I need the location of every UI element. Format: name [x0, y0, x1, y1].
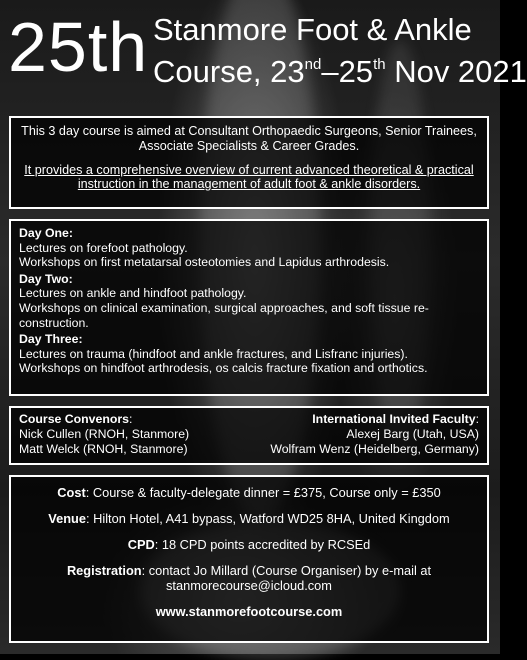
registration-line: Registration: contact Jo Millard (Course Organiser) by e-mail at — [66, 563, 432, 578]
day-one-workshops: Workshops on first metatarsal osteotomies and Lapidus arthrodesis. — [19, 255, 390, 270]
course-title: Stanmore Foot & Ankle — [153, 12, 472, 47]
convenors-heading: Course Convenors: — [19, 412, 133, 426]
day-two-workshops: Workshops on clinical examination, surgical approaches, and soft tissue re-construction. — [19, 300, 429, 330]
cpd-line: CPD: 18 CPD points accredited by RCSEd — [127, 537, 371, 552]
day-three-label: Day Three: — [19, 332, 83, 347]
website-link[interactable]: www.stanmorefootcourse.com — [155, 604, 343, 619]
course-dates: Course, 23nd–25th Nov 2021 — [153, 54, 527, 89]
info-box — [9, 475, 489, 643]
invited-faculty-name: Alexej Barg (Utah, USA) — [346, 426, 479, 441]
convenors-column — [19, 412, 189, 456]
edition-number: 25th — [8, 8, 149, 86]
day-three-workshops: Workshops on hindfoot arthrodesis, os calcis fracture fixation and orthotics. — [19, 361, 428, 376]
day-two-lectures: Lectures on ankle and hindfoot pathology. — [19, 286, 247, 301]
cost-line: Cost: Course & faculty-delegate dinner = £375, Course only = £350 — [57, 485, 441, 500]
faculty-box — [9, 406, 489, 465]
convenor-name: Matt Welck (RNOH, Stanmore) — [19, 441, 188, 456]
invited-faculty-heading: International Invited Faculty: — [312, 412, 479, 426]
invited-faculty-name: Wolfram Wenz (Heidelberg, Germany) — [270, 441, 479, 456]
intro-text: This 3 day course is aimed at Consultant Orthopaedic Surgeons, Senior Trainees, Associate Specialists & Career Grades. — [21, 124, 477, 153]
registration-email[interactable]: stanmorecourse@icloud.com — [166, 578, 332, 593]
intro-box — [9, 116, 489, 209]
day-one-lectures: Lectures on forefoot pathology. — [19, 240, 188, 255]
header — [0, 0, 527, 110]
convenor-name: Nick Cullen (RNOH, Stanmore) — [19, 426, 190, 441]
day-one-label: Day One: — [19, 226, 73, 240]
day-two-label: Day Two: — [19, 271, 73, 286]
invited-faculty-column — [270, 412, 479, 456]
day-three-lectures: Lectures on trauma (hindfoot and ankle fractures, and Lisfranc injuries). — [19, 346, 408, 361]
programme-box — [9, 219, 489, 396]
intro-overview: It provides a comprehensive overview of current advanced theoretical & practical instruction in the management of adult foot & ankle disorders. — [24, 162, 474, 192]
venue-line: Venue: Hilton Hotel, A41 bypass, Watford WD25 8HA, United Kingdom — [48, 511, 450, 526]
